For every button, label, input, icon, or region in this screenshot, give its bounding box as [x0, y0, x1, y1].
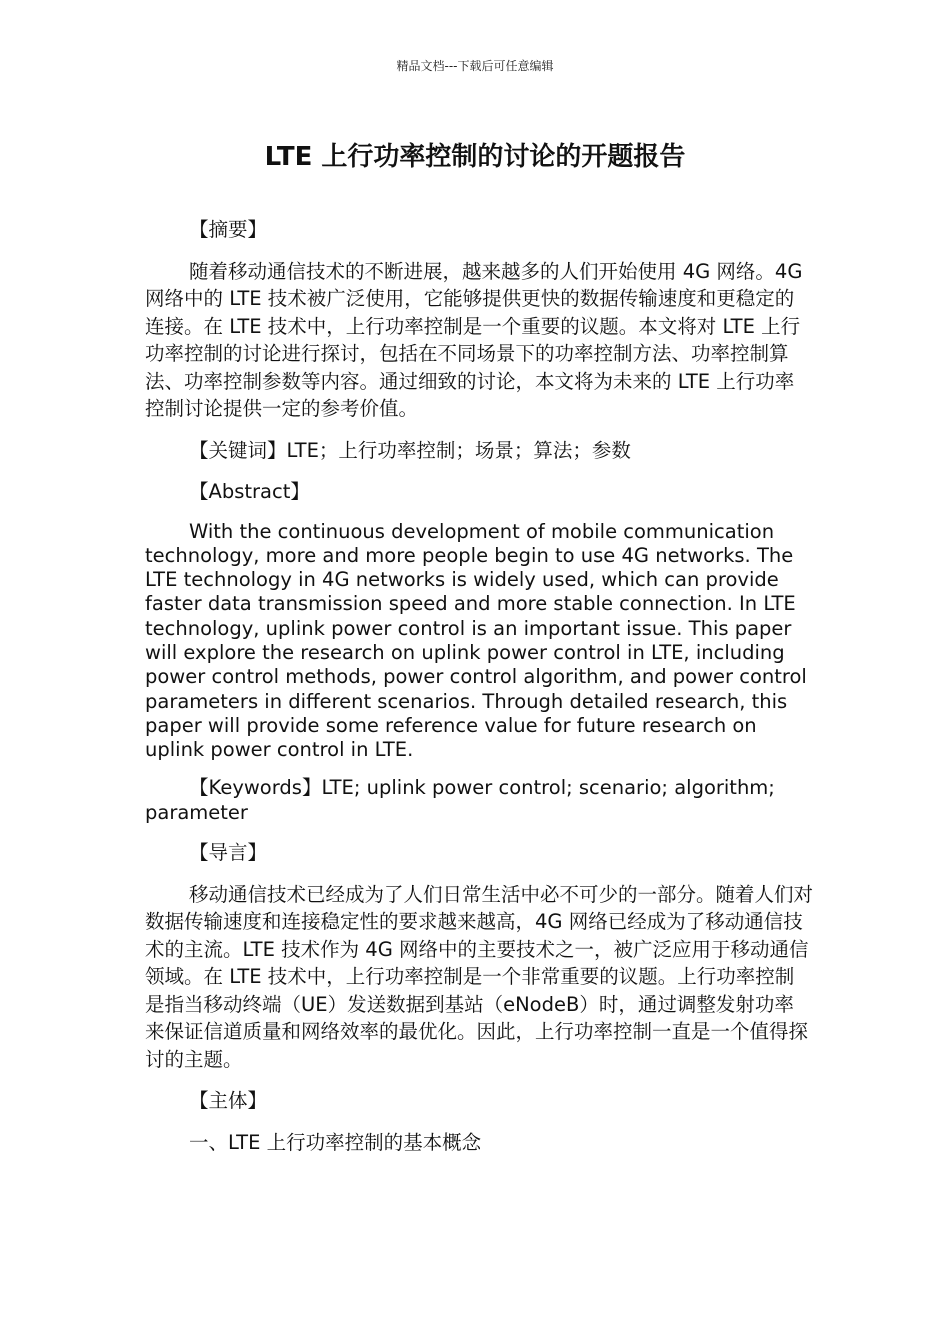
keywords-en: 【Keywords】LTE; uplink power control; scenario; algorithm; parameter — [145, 776, 775, 824]
abstract-en-paragraph: With the continuous development of mobile communication technology, more and more people begin to use 4G networks. The LTE technology in 4G networks is widely used, which can provide faster data transmission speed and more stable connection. In LTE technology, uplink power control is an important issue. This paper will explore the research on uplink power control in LTE, including power control methods, power control algorithm, and power control parameters in different scenarios. Through detailed research, this paper will provide some reference value for future research on uplink power control in LTE. — [145, 519, 807, 762]
intro-paragraph: 移动通信技术已经成为了人们日常生活中必不可少的一部分。随着人们对数据传输速度和连接稳定性的要求越来越高，4G 网络已经成为了移动通信技术的主流。LTE 技术作为 4G 网络中的主要技术之一，被广泛应用于移动通信领域。在 LTE 技术中，上行功率控制是一个非常重要的议题。上行功率控制是指当移动终端（UE）发送数据到基站（eNodeB）时，通过调整发射功率来保证信道质量和网络效率的最优化。因此，上行功率控制一直是一个值得探讨的主题。 — [145, 882, 814, 1071]
body-heading: 【主体】 — [189, 1089, 268, 1113]
page-header-note: 精品文档---下载后可任意编辑 — [396, 59, 554, 73]
abstract-paragraph: 随着移动通信技术的不断进展，越来越多的人们开始使用 4G 网络。4G 网络中的 LTE 技术被广泛使用，它能够提供更快的数据传输速度和更稳定的连接。在 LTE 技术中，上行功率控制是一个重要的议题。本文将对 LTE 上行功率控制的讨论进行探讨，包括在不同场景下的功率控制方法、功率控制算法、功率控制参数等内容。通过细致的讨论，本文将为未来的 LTE 上行功率控制讨论提供一定的参考价值。 — [145, 259, 803, 420]
abstract-en-heading: 【Abstract】 — [189, 480, 310, 503]
keywords-cn: 【关键词】LTE；上行功率控制；场景；算法；参数 — [189, 438, 631, 462]
document-body — [145, 216, 813, 1170]
intro-heading: 【导言】 — [189, 841, 268, 865]
section-1-heading: 一、LTE 上行功率控制的基本概念 — [189, 1130, 482, 1154]
abstract-heading: 【摘要】 — [189, 218, 268, 241]
document-title: LTE 上行功率控制的讨论的开题报告 — [264, 142, 686, 172]
